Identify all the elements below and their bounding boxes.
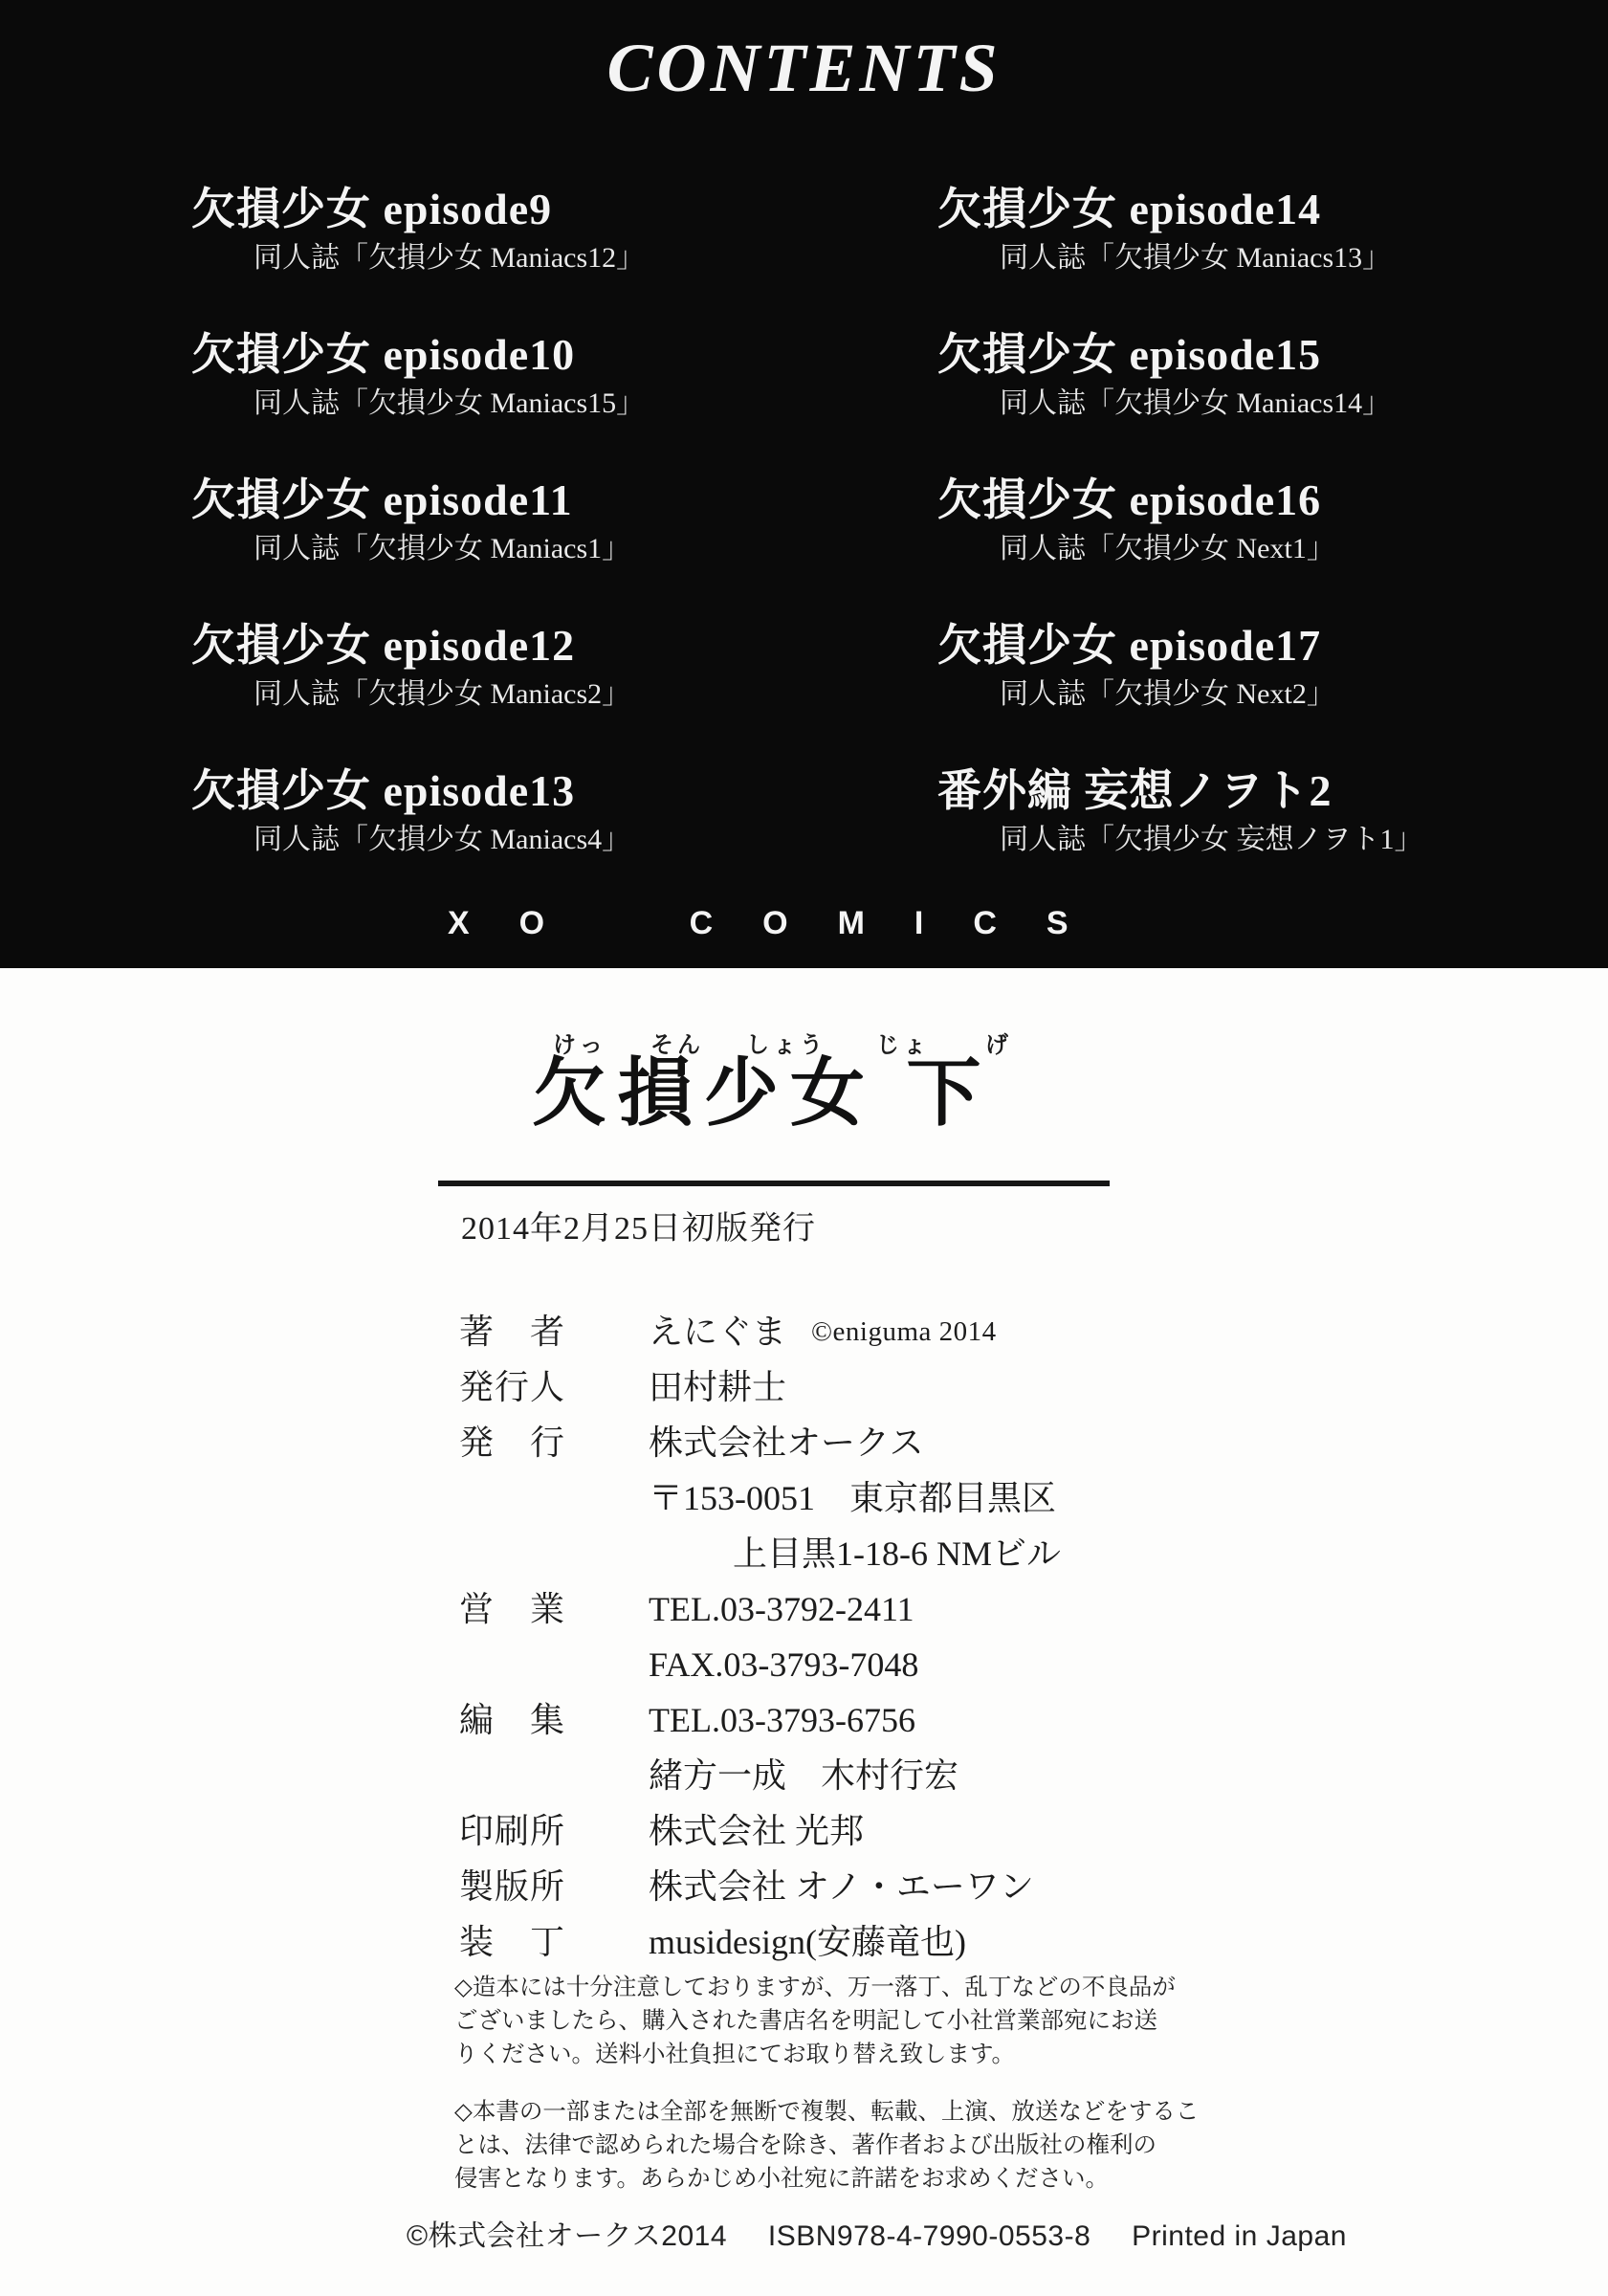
colophon-label: 営 業	[459, 1590, 566, 1628]
xo-comics-imprint: XO COMICS	[448, 905, 1118, 941]
episode-source: 同人誌「欠損少女 妄想ノヲト1」	[1000, 824, 1423, 855]
episode-title: 欠損少女 episode9	[191, 185, 553, 233]
notice-line: ◇本書の一部または全部を無断で複製、転載、上演、放送などをするこ	[454, 2098, 1200, 2125]
edition-date: 2014年2月25日初版発行	[461, 1211, 816, 1247]
sales-phone: TEL.03-3792-2411	[649, 1590, 914, 1628]
colophon-table	[459, 1311, 1205, 1976]
furigana-syllable: げ	[985, 1033, 1012, 1058]
episode-source: 同人誌「欠損少女 Next2」	[1000, 678, 1335, 710]
postal-address: 〒153-0051 東京都目黒区	[649, 1479, 1056, 1517]
episode-source: 同人誌「欠損少女 Maniacs1」	[253, 533, 631, 564]
episode-title: 欠損少女 episode12	[191, 621, 576, 670]
list-item	[937, 185, 1550, 274]
footer-copyright: ©株式会社オークス2014	[407, 2220, 728, 2252]
list-item	[191, 330, 804, 419]
colophon-label: 編 集	[459, 1701, 566, 1739]
notice-line: ございましたら、購入された書店名を明記して小社営業部宛にお送	[454, 2008, 1157, 2034]
list-item	[937, 475, 1550, 564]
table-row	[459, 1810, 1205, 1866]
table-row	[459, 1644, 1205, 1699]
list-item	[191, 475, 804, 564]
colophon-label: 装 丁	[459, 1923, 566, 1961]
title-furigana	[0, 1026, 1608, 1058]
title-divider-rule	[438, 1181, 1110, 1186]
table-row	[459, 1755, 1205, 1810]
furigana-syllable: じょ	[876, 1033, 930, 1058]
episode-source: 同人誌「欠損少女 Maniacs13」	[1000, 242, 1392, 274]
episode-title: 欠損少女 episode10	[191, 330, 576, 379]
episode-source: 同人誌「欠損少女 Maniacs12」	[253, 242, 646, 274]
table-row	[459, 1477, 1205, 1533]
episode-title: 欠損少女 episode16	[937, 475, 1322, 524]
colophon-label: 発行人	[459, 1368, 566, 1406]
street-address: 上目黒1-18-6 NMビル	[733, 1534, 1061, 1573]
notice-line: 侵害となります。あらかじめ小社宛に許諾をお求めください。	[454, 2165, 1110, 2192]
episode-source: 同人誌「欠損少女 Maniacs2」	[253, 678, 631, 710]
editor-names: 緒方一成 木村行宏	[649, 1756, 959, 1795]
printer-company: 株式会社 光邦	[649, 1812, 865, 1850]
table-row	[459, 1533, 1205, 1588]
publisher-person: 田村耕士	[649, 1368, 787, 1406]
plate-company: 株式会社 オノ・エーワン	[649, 1867, 1034, 1906]
editorial-phone: TEL.03-3793-6756	[649, 1701, 915, 1739]
episode-title: 欠損少女 episode11	[191, 475, 573, 524]
episode-title: 欠損少女 episode14	[937, 185, 1322, 233]
episode-title: 欠損少女 episode13	[191, 766, 576, 815]
contents-right-column	[937, 185, 1550, 915]
list-item	[191, 185, 804, 274]
contents-section	[0, 0, 1608, 968]
sales-fax: FAX.03-3793-7048	[649, 1645, 919, 1684]
colophon-label: 発 行	[459, 1424, 566, 1462]
printed-in-japan: Printed in Japan	[1132, 2220, 1347, 2252]
contents-left-column	[191, 185, 804, 915]
table-row	[459, 1366, 1205, 1422]
legal-notices	[454, 1971, 1200, 2219]
publisher-company: 株式会社オークス	[649, 1424, 924, 1462]
author-name: えにぐま	[649, 1313, 787, 1351]
cover-designer: musidesign(安藤竜也)	[649, 1923, 966, 1961]
copyright-note: ©eniguma 2014	[811, 1316, 997, 1347]
episode-source: 同人誌「欠損少女 Maniacs4」	[253, 824, 631, 855]
table-row	[459, 1311, 1205, 1366]
episode-title: 欠損少女 episode17	[937, 621, 1322, 670]
list-item	[937, 766, 1550, 855]
furigana-syllable: しょう	[746, 1033, 826, 1058]
notice-line: りください。送料小社負担にてお取り替え致します。	[454, 2042, 1016, 2067]
table-row	[459, 1422, 1205, 1477]
colophon-label: 印刷所	[459, 1812, 566, 1850]
list-item	[937, 621, 1550, 710]
list-item	[937, 330, 1550, 419]
isbn-footer	[407, 2212, 1347, 2254]
list-item	[191, 766, 804, 855]
isbn-number: ISBN978-4-7990-0553-8	[767, 2220, 1091, 2252]
notice-line: とは、法律で認められた場合を除き、著作者および出版社の権利の	[454, 2131, 1157, 2158]
notice-line: ◇造本には十分注意しておりますが、万一落丁、乱丁などの不良品が	[454, 1975, 1176, 2000]
table-row	[459, 1588, 1205, 1644]
episode-source: 同人誌「欠損少女 Maniacs14」	[1000, 387, 1392, 419]
contents-title: CONTENTS	[606, 30, 1002, 106]
furigana-syllable: そん	[650, 1033, 704, 1058]
colophon-label: 著 者	[459, 1313, 566, 1351]
table-row	[459, 1699, 1205, 1755]
episode-title: 欠損少女 episode15	[937, 330, 1322, 379]
table-row	[459, 1866, 1205, 1921]
table-row	[459, 1921, 1205, 1976]
list-item	[191, 621, 804, 710]
episode-source: 同人誌「欠損少女 Maniacs15」	[253, 387, 646, 419]
book-title: 欠損少女 下	[532, 1051, 993, 1135]
episode-title: 番外編 妄想ノヲト2	[937, 766, 1333, 815]
episode-source: 同人誌「欠損少女 Next1」	[1000, 533, 1335, 564]
furigana-syllable: けっ	[553, 1033, 606, 1058]
colophon-label: 製版所	[459, 1867, 566, 1906]
